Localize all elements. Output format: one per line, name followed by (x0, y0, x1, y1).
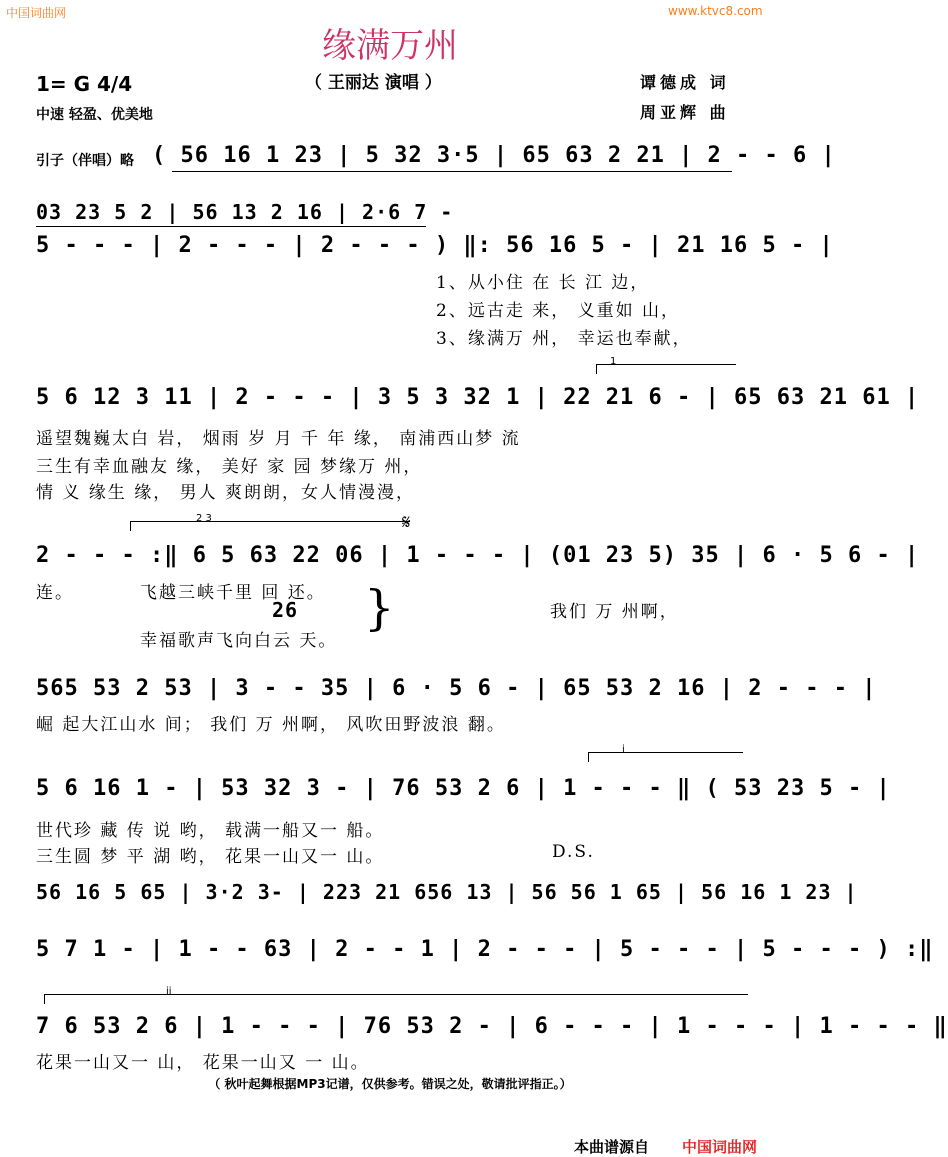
intro-label: 引子（伴唱）略 (36, 153, 134, 169)
notation-row-7: 5 6 16 1 - | 53 32 3 - | 76 53 2 6 | 1 - - - ‖ ( 53 23 5 - | (36, 776, 891, 801)
source-site: 中国词曲网 (682, 1138, 758, 1156)
lyric-lian: 连。 (36, 583, 74, 603)
volta-ii-hook (44, 994, 45, 1004)
volta-1-label: 1 (610, 356, 617, 367)
lyric-feiyue: 飞越三峡千里 回 还。 (140, 583, 326, 603)
lyric-row7a: 世代珍 藏 传 说 哟， 载满一船又一 船。 (36, 821, 385, 841)
verse-3-line: 3、缘满万 州， 幸运也奉献， (436, 329, 692, 349)
notation-row-4: 5 6 12 3 11 | 2 - - - | 3 5 3 32 1 | 22 21 6 - | 65 63 21 61 | (36, 385, 920, 410)
notation-row-6: 565 53 2 53 | 3 - - 35 | 6 · 5 6 - | 65 53 2 16 | 2 - - - | (36, 676, 877, 701)
volta-i-bracket (588, 752, 743, 753)
volta-1-hook (596, 364, 597, 374)
notation-row-9: 5 7 1 - | 1 - - 63 | 2 - - 1 | 2 - - - | 5 - - - | 5 - - - ) :‖ (36, 937, 934, 962)
tie-line (170, 226, 340, 227)
volta-23-label: 2 3 (196, 513, 212, 524)
verse-1-row4: 遥望魏巍太白 岩， 烟雨 岁 月 千 年 缘， 南浦西山梦 流 (36, 429, 521, 449)
performer-line: （ 王丽达 演唱 ） (305, 73, 442, 93)
verse-brace: } (364, 580, 395, 636)
verse-1-line: 1、从小住 在 长 江 边， (436, 273, 650, 293)
lyricist-credit: 谭德成 词 (640, 73, 730, 92)
composer-credit: 周亚辉 曲 (640, 103, 730, 122)
notation-row-2: 03 23 5 2 | 56 13 2 16 | 2·6 7 - (36, 200, 454, 224)
volta-i-label: i (622, 744, 625, 755)
source-label: 本曲谱源自 (574, 1138, 650, 1156)
beam-line (172, 171, 732, 172)
watermark-right: www.ktvc8.com (668, 4, 763, 18)
notation-row-5: 2 - - - :‖ 6 5 63 22 06 | 1 - - - | (01 23 5) 35 | 6 · 5 6 - | (36, 543, 920, 568)
song-title: 缘满万州 (322, 26, 458, 66)
ds-marking: D.S. (552, 842, 595, 862)
lyric-women-1: 我们 万 州啊， (550, 602, 679, 622)
segno-sign: 𝄋 (402, 510, 411, 534)
volta-23-hook (130, 521, 131, 531)
volta-ii-label: ii (166, 986, 172, 997)
alt-notes-26: 26 (272, 598, 299, 622)
watermark-left: 中国词曲网 (6, 6, 67, 20)
notation-row-10: 7 6 53 2 6 | 1 - - - | 76 53 2 - | 6 - - - | 1 - - - | 1 - - - ‖ (36, 1014, 948, 1039)
lyric-xingfu: 幸福歌声飞向白云 天。 (140, 631, 338, 651)
notation-row-3: 5 - - - | 2 - - - | 2 - - - ) ‖: 56 16 5 - | 21 16 5 - | (36, 233, 834, 258)
key-signature: 1= G 4/4 (36, 72, 133, 96)
verse-2-line: 2、远古走 来， 义重如 山， (436, 301, 681, 321)
volta-23-bracket (130, 521, 410, 522)
lyric-row6: 崛 起大江山水 间； 我们 万 州啊， 风吹田野波浪 翻。 (36, 715, 506, 735)
tempo-marking: 中速 轻盈、优美地 (36, 107, 153, 123)
notation-row-8: 56 16 5 65 | 3·2 3- | 223 21 656 13 | 56 56 1 65 | 56 16 1 23 | (36, 880, 858, 904)
volta-ii-bracket (44, 994, 748, 995)
volta-1-bracket (596, 364, 736, 365)
verse-3-row4: 情 义 缘生 缘， 男人 爽朗朗，女人情漫漫， (36, 483, 416, 503)
lyric-row10: 花果一山又一 山， 花果一山又 一 山。 (36, 1053, 370, 1073)
notation-row-1: ( 56 16 1 23 | 5 32 3·5 | 65 63 2 21 | 2 - - 6 | (152, 143, 836, 168)
verse-2-row4: 三生有幸血融友 缘， 美好 家 园 梦缘万 州， (36, 457, 423, 477)
volta-i-hook (588, 752, 589, 762)
footnote: （ 秋叶起舞根据MP3记谱，仅供参考。错误之处，敬请批评指正。） (208, 1077, 572, 1091)
lyric-row7b: 三生圆 梦 平 湖 哟， 花果一山又一 山。 (36, 847, 385, 867)
